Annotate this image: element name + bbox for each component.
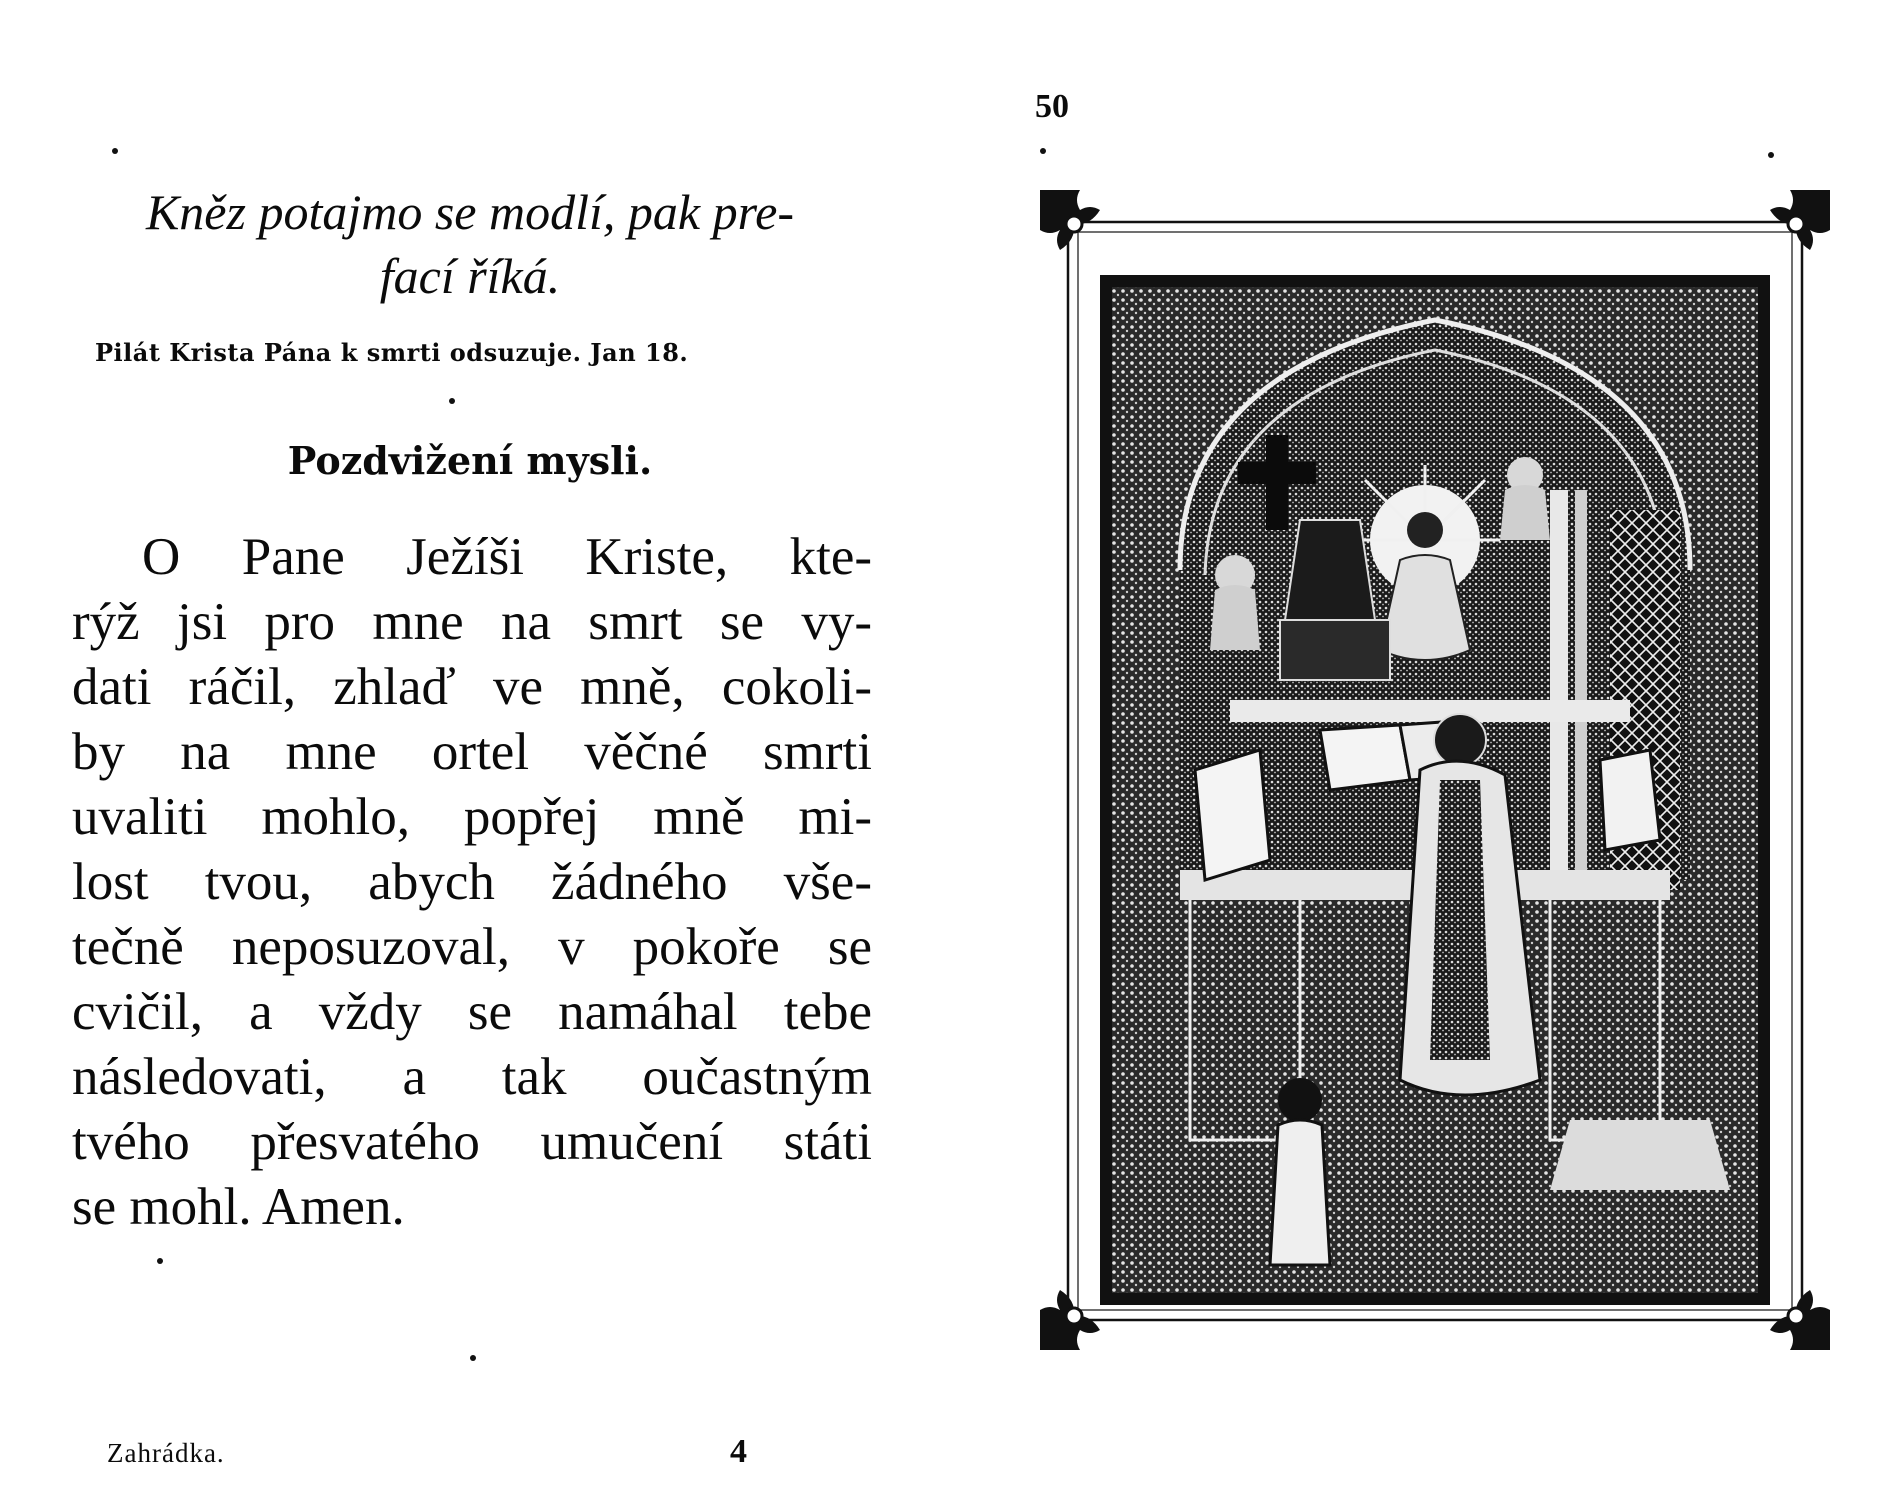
prayer-line: rýž jsi pro mne na smrt se vy-	[72, 593, 872, 651]
prayer-line: se mohl. Amen.	[72, 1178, 405, 1236]
speckle	[157, 1258, 163, 1264]
speckle	[470, 1355, 476, 1361]
sheet-number: 4	[730, 1433, 747, 1470]
page-number: 50	[1035, 88, 1069, 125]
prayer-text	[72, 525, 872, 1240]
engraving-illustration	[1030, 180, 1840, 1380]
speckle	[449, 398, 455, 404]
prayer-line: dati ráčil, zhlaď ve mně, cokoli-	[72, 658, 872, 716]
signature-mark: Zahrádka.	[107, 1438, 225, 1468]
speckle	[112, 148, 118, 154]
corner-ornament-icon	[1770, 190, 1830, 250]
prayer-line: cvičil, a vždy se namáhal tebe	[72, 983, 872, 1041]
prayer-line: tvého přesvatého umučení státi	[72, 1113, 872, 1171]
prayer-line: tečně neposuzoval, v pokoře se	[72, 918, 872, 976]
rubric	[60, 180, 880, 308]
speckle	[1040, 148, 1046, 154]
illustration-caption: Pilát Krista Pána k smrti odsuzuje. Jan 18.	[95, 338, 689, 367]
corner-ornament-icon	[1040, 190, 1100, 250]
prayer-line: následovati, a tak oučastným	[72, 1048, 872, 1106]
prayer-line: by na mne ortel věčné smrti	[72, 723, 872, 781]
altar-server-figure	[1270, 1078, 1330, 1265]
rubric-line-2: fací říká.	[379, 248, 561, 304]
rubric-line-1: Kněz potajmo se modlí, pak pre-	[145, 184, 795, 240]
prayer-line: O Pane Ježíši Kriste, kte-	[142, 528, 872, 586]
speckle	[1768, 152, 1774, 158]
section-heading: Pozdvižení mysli.	[287, 438, 653, 483]
prayer-line: lost tvou, abych žádného vše-	[72, 853, 872, 911]
prayer-line: uvaliti mohlo, popřej mně mi-	[72, 788, 872, 846]
